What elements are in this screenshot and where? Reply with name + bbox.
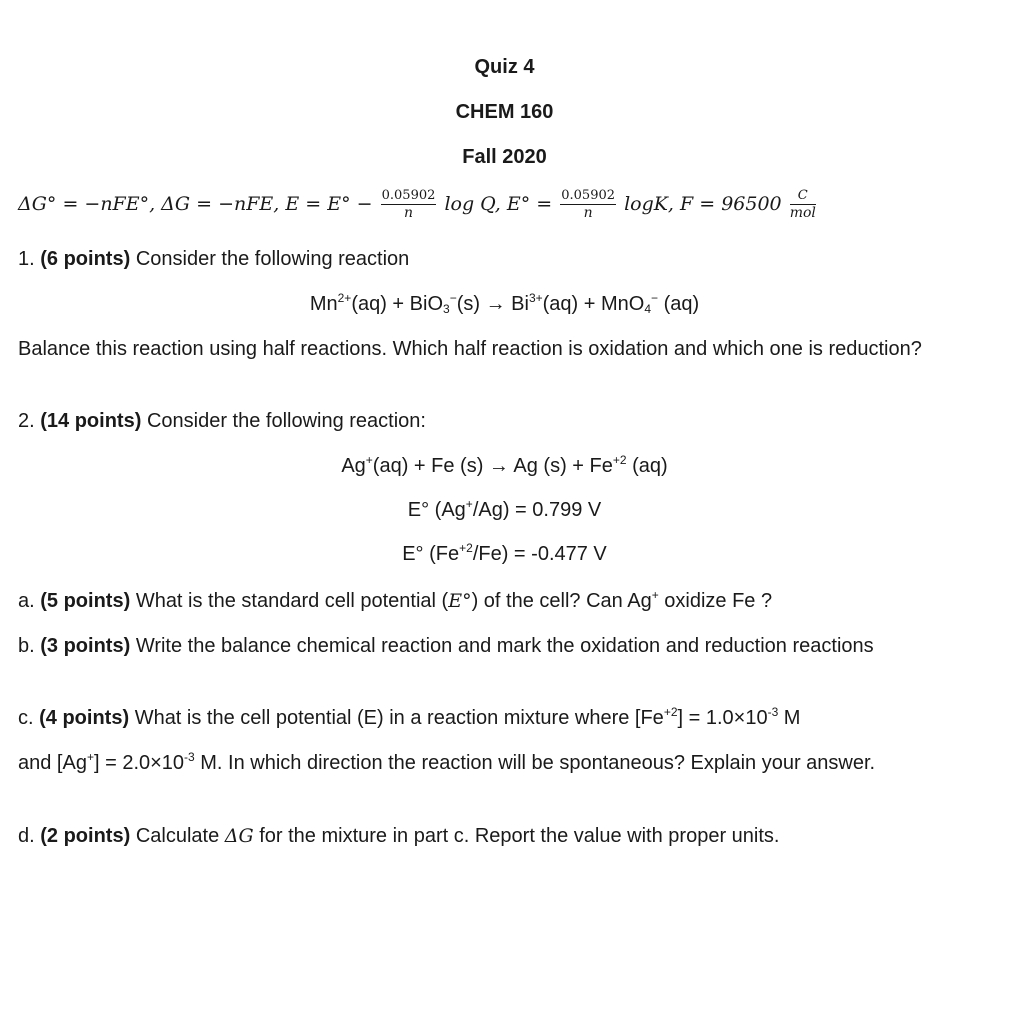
q2c-text-6: M. In which direction the reaction will be spontaneous? Explain your answer. bbox=[194, 752, 876, 774]
q2c-line-1 bbox=[18, 704, 978, 732]
q2c-exponent-1: -3 bbox=[767, 705, 779, 719]
q2-number: 2. bbox=[18, 410, 35, 432]
q2b-points: (3 points) bbox=[40, 635, 131, 657]
unit-denominator: mol bbox=[789, 205, 816, 221]
q2-reaction-part-b: (aq) bbox=[626, 455, 668, 477]
q2-e-fe bbox=[0, 540, 1009, 568]
fraction-numerator: 0.05902 bbox=[381, 188, 436, 203]
q1-reaction-minus2: − bbox=[651, 291, 659, 305]
q2d-symbol: ΔG bbox=[224, 825, 254, 847]
course-name: CHEM 160 bbox=[455, 101, 554, 123]
formula-line bbox=[18, 188, 998, 222]
formula-part-2: log Q, E° = bbox=[444, 193, 553, 215]
q1-number: 1. bbox=[18, 248, 35, 270]
q2a-ag-charge: + bbox=[651, 588, 659, 602]
q2c-exponent-2: -3 bbox=[184, 750, 195, 764]
q2-e-fe-part-a: E° (Fe bbox=[402, 543, 460, 565]
q1-reaction-part-a: (aq) + BiO bbox=[351, 293, 444, 315]
q1-points: (6 points) bbox=[40, 248, 131, 270]
q1-heading bbox=[18, 245, 978, 273]
q2-reaction-ag-charge: + bbox=[365, 453, 373, 467]
q2c-fe-charge: +2 bbox=[663, 705, 678, 719]
q1-reaction-part-b: (s) → Bi bbox=[456, 293, 529, 315]
q2a-text-1: What is the standard cell potential ( bbox=[135, 590, 449, 612]
q2c-text-4: and [Ag bbox=[18, 752, 87, 774]
q2d-label: d. bbox=[18, 825, 35, 847]
q2a-points: (5 points) bbox=[40, 590, 131, 612]
fraction-numerator: 0.05902 bbox=[561, 188, 616, 203]
unit-fraction bbox=[790, 188, 816, 222]
q1-reaction-bi-charge: 3+ bbox=[528, 291, 543, 305]
equilibrium-fraction bbox=[560, 188, 616, 222]
q2-prompt: Consider the following reaction: bbox=[146, 410, 426, 432]
q2-e-ag-charge: + bbox=[465, 497, 473, 511]
q2b-label: b. bbox=[18, 635, 35, 657]
q2-reaction-fe-charge: +2 bbox=[612, 453, 627, 467]
q2-heading bbox=[18, 407, 978, 435]
q2c-line-2 bbox=[18, 749, 978, 777]
q1-reaction-mn-charge: 2+ bbox=[337, 291, 352, 305]
q2c-text-5: ] = 2.0×10 bbox=[93, 752, 185, 774]
q2d-text-2: for the mixture in part c. Report the value with proper units. bbox=[253, 825, 780, 847]
q2-e-fe-charge: +2 bbox=[459, 541, 473, 555]
q2a bbox=[18, 587, 978, 615]
q2d-points: (2 points) bbox=[40, 825, 131, 847]
q2d bbox=[18, 822, 978, 850]
q2-reaction-part-a: (aq) + Fe (s) → Ag (s) + Fe bbox=[372, 455, 613, 477]
q2-e-ag bbox=[0, 496, 1009, 524]
q2c-label: c. bbox=[18, 707, 34, 729]
q2c-ag-charge: + bbox=[86, 750, 94, 764]
quiz-title: Quiz 4 bbox=[474, 56, 535, 78]
q2a-text-3: oxidize Fe ? bbox=[658, 590, 773, 612]
q2a-text-2: ) of the cell? Can Ag bbox=[471, 590, 652, 612]
formula-part-1: ΔG° = −nFE°, ΔG = −nFE, E = E° − bbox=[18, 193, 373, 215]
q2-reaction-ag: Ag bbox=[341, 455, 366, 477]
fraction-denominator: n bbox=[583, 205, 593, 221]
q2-e-ag-part-a: E° (Ag bbox=[407, 499, 466, 521]
q1-prompt: Consider the following reaction bbox=[135, 248, 410, 270]
unit-numerator: C bbox=[790, 188, 816, 205]
q1-reaction-mn: Mn bbox=[309, 293, 338, 315]
q2-reaction bbox=[0, 452, 1009, 480]
q1-reaction-sub3: 3 bbox=[443, 302, 450, 316]
q2a-symbol: E° bbox=[448, 590, 472, 612]
q1-reaction-sub4: 4 bbox=[644, 302, 652, 316]
formula-part-3: logK, F = 96500 bbox=[624, 193, 782, 215]
q1-instructions: Balance this reaction using half reactions. Which half reaction is oxidation and which one is reduction? bbox=[18, 338, 922, 360]
q2-e-ag-part-b: /Ag) = 0.799 V bbox=[472, 499, 602, 521]
q2c-points: (4 points) bbox=[39, 707, 130, 729]
q1-reaction bbox=[0, 290, 1009, 318]
q2c-text-1: What is the cell potential (E) in a reaction mixture where [Fe bbox=[134, 707, 664, 729]
q2c-text-3: M bbox=[778, 707, 801, 729]
q2b-text: Write the balance chemical reaction and mark the oxidation and reduction reactions bbox=[135, 635, 874, 657]
q1-reaction-part-d: (aq) bbox=[658, 293, 700, 315]
q2b bbox=[18, 632, 978, 660]
q2-points: (14 points) bbox=[40, 410, 142, 432]
fraction-denominator: n bbox=[403, 205, 414, 221]
q2c-text-2: ] = 1.0×10 bbox=[677, 707, 768, 729]
q2a-label: a. bbox=[18, 590, 35, 612]
q2-e-fe-part-b: /Fe) = -0.477 V bbox=[472, 543, 607, 565]
q1-reaction-part-c: (aq) + MnO bbox=[542, 293, 645, 315]
q2d-text-1: Calculate bbox=[135, 825, 225, 847]
q1-reaction-minus: − bbox=[449, 291, 457, 305]
nernst-fraction bbox=[381, 188, 437, 222]
term: Fall 2020 bbox=[462, 146, 547, 168]
